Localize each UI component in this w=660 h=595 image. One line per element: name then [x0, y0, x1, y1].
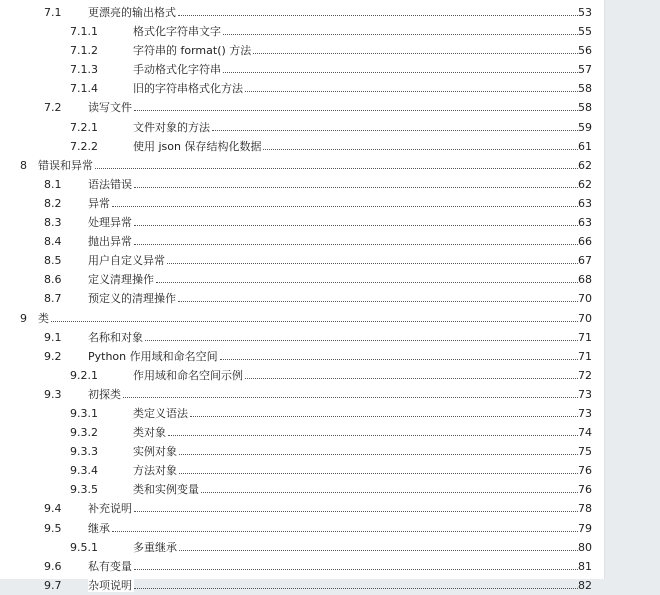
- toc-entry-title-wrap: [88, 522, 578, 535]
- toc-entry-number: 9.3: [44, 387, 62, 401]
- dot-leader: [245, 377, 578, 379]
- toc-entry-number: 7.1: [44, 6, 62, 19]
- toc-entry-number: 8.7: [44, 292, 62, 306]
- toc-entry-title: 类: [38, 311, 49, 325]
- toc-entry-title-wrap: [88, 178, 578, 191]
- toc-entry[interactable]: [0, 194, 604, 213]
- toc-entry-title-wrap: [133, 82, 578, 95]
- dot-leader: [134, 568, 578, 570]
- toc-entry-title: 初探类: [88, 387, 121, 401]
- toc-entry[interactable]: [0, 98, 604, 117]
- toc-entry[interactable]: [0, 3, 604, 22]
- toc-entry[interactable]: [0, 232, 604, 251]
- toc-entry[interactable]: [0, 22, 604, 41]
- toc-entry-title: 作用域和命名空间示例: [133, 368, 243, 382]
- dot-leader: [201, 491, 578, 493]
- toc-entry-page-number: 70: [578, 292, 592, 306]
- toc-entry-title-wrap: [38, 159, 578, 172]
- toc-entry-page-number: 82: [578, 578, 592, 592]
- toc-entry-title: 定义清理操作: [88, 273, 154, 287]
- dot-leader: [223, 71, 578, 73]
- toc-entry-title: 名称和对象: [88, 330, 143, 344]
- toc-entry-title-wrap: [88, 216, 578, 229]
- dot-leader: [112, 530, 578, 532]
- toc-entry[interactable]: [0, 175, 604, 194]
- toc-entry-number: 7.2: [44, 101, 62, 115]
- toc-entry-title: 私有变量: [88, 559, 132, 573]
- dot-leader: [168, 434, 578, 436]
- toc-entry-title-wrap: [88, 579, 578, 592]
- toc-entry[interactable]: [0, 480, 604, 499]
- toc-entry-title: 使用 json 保存结构化数据: [133, 139, 262, 153]
- toc-entry-number: 8: [20, 158, 27, 172]
- toc-entry-page-number: 68: [578, 273, 592, 287]
- toc-entry-page-number: 78: [578, 502, 592, 516]
- dot-leader: [253, 52, 578, 54]
- toc-entry[interactable]: [0, 60, 604, 79]
- toc-entry[interactable]: [0, 404, 604, 423]
- toc-entry-number: 9.6: [44, 559, 62, 573]
- toc-entry[interactable]: [0, 289, 604, 308]
- toc-entry-title: 手动格式化字符串: [133, 63, 221, 77]
- toc-entry-number: 9.3.5: [70, 483, 98, 497]
- toc-entry-number: 9.3.4: [70, 464, 98, 478]
- toc-entry-title: 读写文件: [88, 101, 132, 115]
- toc-entry-page-number: 56: [578, 44, 592, 58]
- toc-entry-title-wrap: [88, 560, 578, 573]
- dot-leader: [167, 262, 578, 264]
- toc-entry-title: 预定义的清理操作: [88, 292, 176, 306]
- toc-entry-page-number: 62: [578, 158, 592, 172]
- toc-entry-page-number: 57: [578, 63, 592, 77]
- toc-entry-number: 7.2.1: [70, 120, 98, 134]
- table-of-contents: [0, 3, 604, 595]
- toc-entry-title: 文件对象的方法: [133, 120, 210, 134]
- toc-entry-title: 异常: [88, 196, 110, 210]
- toc-entry-title-wrap: [88, 388, 578, 401]
- toc-entry-title: 多重继承: [133, 540, 177, 554]
- dot-leader: [134, 587, 578, 589]
- toc-entry-page-number: 61: [578, 139, 592, 153]
- toc-entry-number: 7.2.2: [70, 139, 98, 153]
- dot-leader: [179, 549, 578, 551]
- toc-entry-title-wrap: [88, 254, 578, 267]
- toc-entry-title-wrap: [133, 541, 578, 554]
- toc-entry[interactable]: [0, 385, 604, 404]
- toc-entry-page-number: 70: [578, 311, 592, 325]
- dot-leader: [179, 472, 578, 474]
- toc-entry-title-wrap: [88, 331, 578, 344]
- toc-entry[interactable]: [0, 41, 604, 60]
- toc-entry-title-wrap: [88, 6, 578, 19]
- toc-entry-page-number: 76: [578, 464, 592, 478]
- dot-leader: [220, 358, 578, 360]
- toc-entry[interactable]: [0, 270, 604, 289]
- toc-entry-title-wrap: [133, 426, 578, 439]
- toc-entry-number: 9.3.1: [70, 406, 98, 420]
- dot-leader: [178, 300, 578, 302]
- toc-entry-page-number: 67: [578, 254, 592, 268]
- dot-leader: [51, 320, 578, 322]
- toc-entry-title-wrap: [133, 369, 578, 382]
- dot-leader: [123, 396, 578, 398]
- dot-leader: [134, 243, 578, 245]
- dot-leader: [156, 281, 578, 283]
- toc-entry[interactable]: [0, 118, 604, 137]
- toc-entry-page-number: 58: [578, 82, 592, 96]
- toc-entry-title-wrap: [133, 121, 578, 134]
- dot-leader: [145, 339, 578, 341]
- toc-entry-number: 7.1.2: [70, 44, 98, 58]
- toc-entry-title-wrap: [88, 350, 578, 363]
- toc-entry-page-number: 59: [578, 120, 592, 134]
- toc-entry-title: 字符串的 format() 方法: [133, 44, 252, 58]
- toc-entry-page-number: 72: [578, 368, 592, 382]
- dot-leader: [134, 510, 578, 512]
- toc-entry[interactable]: [0, 251, 604, 270]
- toc-entry-title: 继承: [88, 521, 110, 535]
- toc-entry-number: 9.1: [44, 330, 62, 344]
- toc-entry[interactable]: [0, 79, 604, 98]
- dot-leader: [263, 148, 578, 150]
- toc-entry-number: 9.5: [44, 521, 62, 535]
- toc-entry-number: 9.2: [44, 349, 62, 363]
- toc-entry-page-number: 55: [578, 25, 592, 39]
- dot-leader: [212, 129, 578, 131]
- toc-entry-number: 8.6: [44, 273, 62, 287]
- toc-entry-title: 类对象: [133, 426, 166, 440]
- toc-entry-number: 8.4: [44, 235, 62, 249]
- toc-entry[interactable]: [0, 576, 604, 595]
- toc-entry-page-number: 71: [578, 330, 592, 344]
- toc-entry-title-wrap: [133, 445, 578, 458]
- toc-entry-number: 9.3.3: [70, 445, 98, 459]
- toc-entry[interactable]: [0, 213, 604, 232]
- toc-entry-title: Python 作用域和命名空间: [88, 349, 218, 363]
- toc-entry-title-wrap: [88, 502, 578, 515]
- toc-entry-page-number: 53: [578, 6, 592, 19]
- toc-entry-title: 错误和异常: [38, 158, 93, 172]
- toc-entry-page-number: 73: [578, 406, 592, 420]
- toc-entry-number: 9.7: [44, 578, 62, 592]
- toc-entry[interactable]: [0, 156, 604, 175]
- toc-entry-page-number: 62: [578, 177, 592, 191]
- toc-entry-number: 9.4: [44, 502, 62, 516]
- toc-entry[interactable]: [0, 137, 604, 156]
- toc-entry-title: 实例对象: [133, 445, 177, 459]
- toc-entry-number: 9.3.2: [70, 426, 98, 440]
- dot-leader: [134, 224, 578, 226]
- dot-leader: [95, 167, 578, 169]
- toc-entry-title-wrap: [133, 407, 578, 420]
- toc-entry-title: 杂项说明: [88, 578, 132, 592]
- toc-entry[interactable]: [0, 557, 604, 576]
- toc-entry-number: 7.1.1: [70, 25, 98, 39]
- toc-entry-page-number: 71: [578, 349, 592, 363]
- toc-entry-title: 格式化字符串文字: [133, 25, 221, 39]
- toc-entry-title-wrap: [88, 292, 578, 305]
- toc-entry-title-wrap: [133, 25, 578, 38]
- toc-entry-page-number: 75: [578, 445, 592, 459]
- dot-leader: [178, 14, 578, 16]
- toc-entry[interactable]: [0, 538, 604, 557]
- toc-entry-title: 旧的字符串格式化方法: [133, 82, 243, 96]
- toc-entry[interactable]: [0, 328, 604, 347]
- toc-entry[interactable]: [0, 309, 604, 328]
- toc-entry[interactable]: [0, 499, 604, 518]
- toc-entry[interactable]: [0, 423, 604, 442]
- toc-entry-page-number: 74: [578, 426, 592, 440]
- toc-entry-number: 9: [20, 311, 27, 325]
- toc-entry-number: 8.2: [44, 196, 62, 210]
- toc-entry-page-number: 79: [578, 521, 592, 535]
- dot-leader: [223, 33, 578, 35]
- toc-entry-title-wrap: [133, 483, 578, 496]
- dot-leader: [190, 415, 578, 417]
- toc-entry-number: 9.5.1: [70, 540, 98, 554]
- toc-entry-number: 8.5: [44, 254, 62, 268]
- toc-entry-number: 7.1.4: [70, 82, 98, 96]
- toc-entry-number: 8.1: [44, 177, 62, 191]
- toc-entry-title-wrap: [38, 312, 578, 325]
- toc-entry[interactable]: [0, 519, 604, 538]
- dot-leader: [134, 186, 578, 188]
- toc-entry-title: 补充说明: [88, 502, 132, 516]
- toc-entry-number: 7.1.3: [70, 63, 98, 77]
- toc-entry-title-wrap: [88, 197, 578, 210]
- toc-entry-number: 8.3: [44, 216, 62, 230]
- toc-entry-title: 更漂亮的输出格式: [88, 6, 176, 19]
- dot-leader: [112, 205, 578, 207]
- dot-leader: [245, 90, 578, 92]
- toc-entry-page-number: 63: [578, 216, 592, 230]
- toc-entry-page-number: 81: [578, 559, 592, 573]
- toc-entry-title-wrap: [88, 273, 578, 286]
- toc-entry-page-number: 76: [578, 483, 592, 497]
- toc-entry[interactable]: [0, 347, 604, 366]
- toc-entry[interactable]: [0, 366, 604, 385]
- toc-entry-page-number: 66: [578, 235, 592, 249]
- toc-entry-title: 类定义语法: [133, 406, 188, 420]
- toc-entry-title-wrap: [88, 101, 578, 114]
- dot-leader: [134, 109, 578, 111]
- toc-entry-title: 语法错误: [88, 177, 132, 191]
- toc-entry-page-number: 63: [578, 196, 592, 210]
- toc-entry[interactable]: [0, 442, 604, 461]
- toc-entry-title: 方法对象: [133, 464, 177, 478]
- toc-entry-title-wrap: [133, 464, 578, 477]
- toc-entry[interactable]: [0, 461, 604, 480]
- toc-entry-title-wrap: [133, 44, 578, 57]
- toc-entry-title-wrap: [133, 140, 578, 153]
- toc-entry-title: 用户自定义异常: [88, 254, 165, 268]
- toc-entry-page-number: 58: [578, 101, 592, 115]
- toc-entry-title: 处理异常: [88, 216, 132, 230]
- toc-entry-title: 类和实例变量: [133, 483, 199, 497]
- toc-entry-page-number: 73: [578, 387, 592, 401]
- toc-entry-title: 抛出异常: [88, 235, 132, 249]
- toc-entry-page-number: 80: [578, 540, 592, 554]
- toc-entry-title-wrap: [133, 63, 578, 76]
- dot-leader: [179, 453, 578, 455]
- toc-entry-number: 9.2.1: [70, 368, 98, 382]
- toc-entry-title-wrap: [88, 235, 578, 248]
